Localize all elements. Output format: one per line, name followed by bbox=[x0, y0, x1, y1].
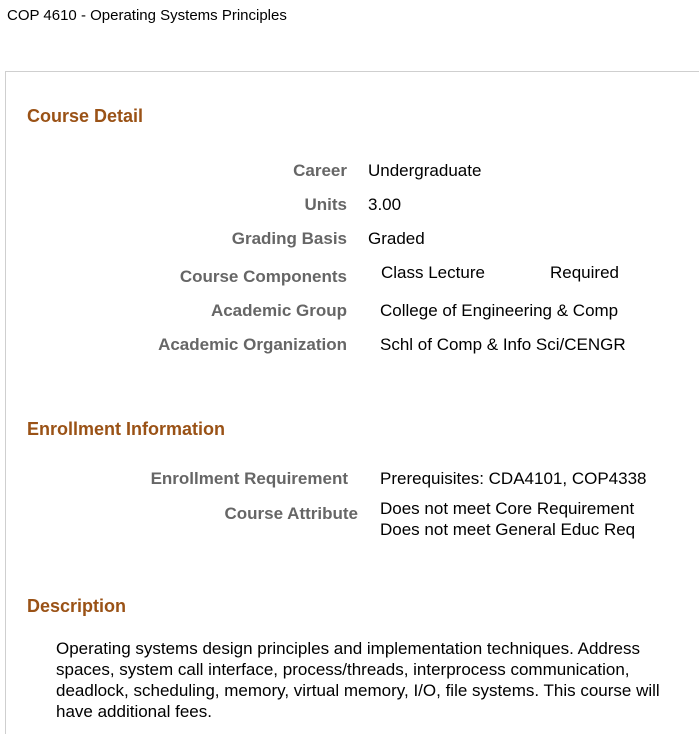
grading-basis-label: Grading Basis bbox=[231, 229, 347, 248]
page-title: COP 4610 - Operating Systems Principles bbox=[7, 7, 287, 24]
course-components-label: Course Components bbox=[179, 267, 347, 286]
enrollment-requirement-value: Prerequisites: CDA4101, COP4338 bbox=[380, 469, 647, 488]
units-label: Units bbox=[304, 195, 347, 214]
course-component-name: Class Lecture bbox=[381, 263, 485, 282]
enrollment-information-heading: Enrollment Information bbox=[27, 419, 225, 439]
course-detail-panel bbox=[5, 71, 699, 734]
course-attribute-value: Does not meet Core Requirement bbox=[380, 499, 635, 518]
academic-group-value: College of Engineering & Comp bbox=[380, 301, 619, 320]
academic-organization-label: Academic Organization bbox=[158, 335, 347, 354]
course-component-status: Required bbox=[550, 263, 619, 282]
course-description-text: Operating systems design principles and implementation techniques. Address spaces, system call interface, process/threads, interprocess communication, deadlock, scheduling, memory, virtual memory, I/O, file systems. This course will have additional fees. bbox=[56, 639, 660, 721]
academic-organization-value: Schl of Comp & Info Sci/CENGR bbox=[380, 335, 626, 354]
academic-group-label: Academic Group bbox=[210, 301, 347, 320]
course-attribute-value: Does not meet General Educ Req bbox=[380, 520, 636, 539]
enrollment-requirement-label: Enrollment Requirement bbox=[150, 469, 348, 488]
career-label: Career bbox=[293, 161, 347, 180]
grading-basis-value: Graded bbox=[368, 229, 425, 248]
course-detail-heading: Course Detail bbox=[27, 106, 144, 126]
course-attribute-label: Course Attribute bbox=[224, 504, 358, 523]
career-value: Undergraduate bbox=[368, 161, 482, 180]
units-value: 3.00 bbox=[368, 195, 402, 214]
description-heading: Description bbox=[27, 596, 127, 616]
